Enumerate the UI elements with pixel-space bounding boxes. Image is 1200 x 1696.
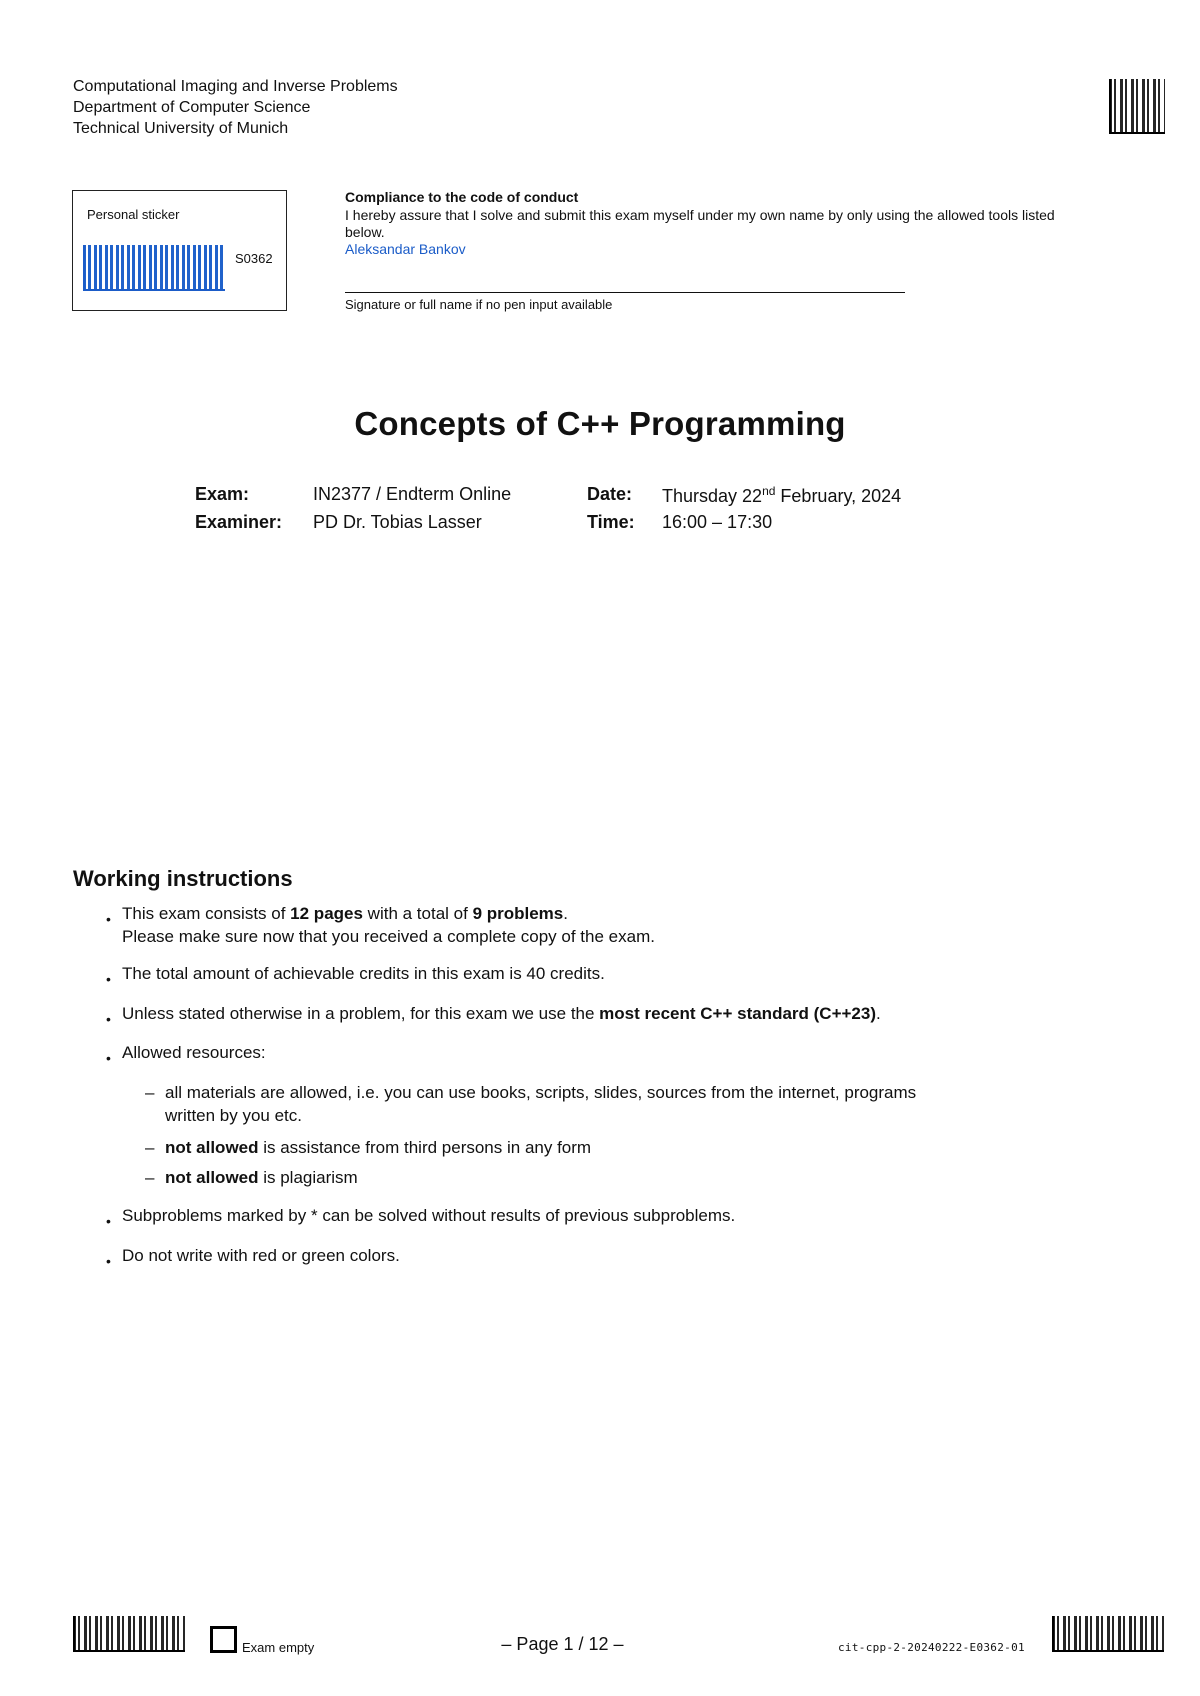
instruction-item-resources: Allowed resources:	[122, 1043, 266, 1062]
instruction-bold: 9 problems	[472, 904, 564, 923]
footer-right-barcode-icon	[1052, 1616, 1164, 1652]
bullet-icon: •	[106, 1011, 111, 1027]
instruction-item-pages-line2: Please make sure now that you received a complete copy of the exam.	[122, 927, 655, 946]
datamatrix-icon	[83, 245, 225, 291]
signature-line	[345, 292, 905, 293]
page-prefix: – Page	[501, 1634, 564, 1654]
instruction-bold: not allowed	[165, 1138, 259, 1157]
compliance-block	[345, 189, 1055, 257]
document-code: cit-cpp-2-20240222-E0362-01	[838, 1641, 1025, 1654]
instruction-bold: 12 pages	[290, 904, 363, 923]
page-separator: /	[573, 1634, 589, 1654]
sticker-id: S0362	[235, 251, 273, 266]
instruction-text: is assistance from third persons in any form	[258, 1138, 592, 1157]
bullet-icon: •	[106, 1253, 111, 1269]
institution-line-1: Computational Imaging and Inverse Problems	[73, 78, 398, 95]
exam-title: Concepts of C++ Programming	[354, 405, 846, 442]
instruction-bold: most recent C++ standard (C++23)	[599, 1004, 876, 1023]
instruction-text: Unless stated otherwise in a problem, for this exam we use the	[122, 1004, 600, 1023]
date-label: Date:	[587, 484, 633, 504]
compliance-text: I hereby assure that I solve and submit this exam myself under my own name by only using the allowed tools listed below.	[345, 207, 1055, 240]
time-label: Time:	[587, 512, 635, 532]
resource-not-allowed-assistance	[165, 1137, 591, 1159]
instruction-item-credits: The total amount of achievable credits in this exam is 40 credits.	[122, 964, 605, 983]
instruction-bold: not allowed	[165, 1168, 259, 1187]
exam-label: Exam:	[195, 484, 250, 504]
bullet-icon: •	[106, 911, 111, 927]
resource-not-allowed-plagiarism	[165, 1167, 358, 1189]
instruction-item-standard	[122, 1003, 881, 1025]
instruction-item-pages	[122, 903, 568, 925]
instruction-text: with a total of	[362, 904, 473, 923]
examiner-label: Examiner:	[195, 512, 283, 532]
instruction-text: .	[876, 1004, 881, 1023]
dash-icon: –	[145, 1168, 155, 1187]
exam-empty-label: Exam empty	[242, 1640, 315, 1655]
dash-icon: –	[145, 1138, 155, 1157]
page-current: 1	[563, 1634, 574, 1654]
instruction-text: .	[563, 904, 568, 923]
page-suffix: –	[608, 1634, 624, 1654]
instructions-heading: Working instructions	[73, 866, 293, 891]
date-value	[662, 484, 901, 507]
dash-icon: –	[145, 1083, 155, 1102]
bullet-icon: •	[106, 971, 111, 987]
corner-barcode-icon	[1109, 79, 1165, 134]
sticker-label: Personal sticker	[87, 207, 180, 222]
date-weekday-day: Thursday 22	[662, 486, 763, 506]
date-month-year: February, 2024	[775, 486, 902, 506]
institution-line-3: Technical University of Munich	[73, 120, 289, 137]
exam-value: IN2377 / Endterm Online	[313, 484, 512, 504]
time-value: 16:00 – 17:30	[662, 512, 773, 532]
date-ordinal-suffix: nd	[762, 484, 776, 498]
signature-caption: Signature or full name if no pen input available	[345, 297, 613, 312]
bullet-icon: •	[106, 1050, 111, 1066]
instruction-text: This exam consists of	[122, 904, 291, 923]
instruction-item-colors: Do not write with red or green colors.	[122, 1246, 400, 1265]
signed-name: Aleksandar Bankov	[345, 241, 466, 257]
instruction-item-subproblems: Subproblems marked by * can be solved without results of previous subproblems.	[122, 1206, 736, 1225]
institution-line-2: Department of Computer Science	[73, 99, 311, 116]
instruction-text: is plagiarism	[258, 1168, 358, 1187]
page-total: 12	[588, 1634, 609, 1654]
institution-block	[73, 76, 398, 139]
bullet-icon: •	[106, 1213, 111, 1229]
examiner-value: PD Dr. Tobias Lasser	[313, 512, 482, 532]
resource-allowed-line2: written by you etc.	[165, 1106, 303, 1125]
compliance-title: Compliance to the code of conduct	[345, 189, 579, 205]
resource-allowed-line1: all materials are allowed, i.e. you can use books, scripts, slides, sources from the internet, programs	[165, 1083, 917, 1102]
personal-sticker-box	[72, 190, 287, 311]
